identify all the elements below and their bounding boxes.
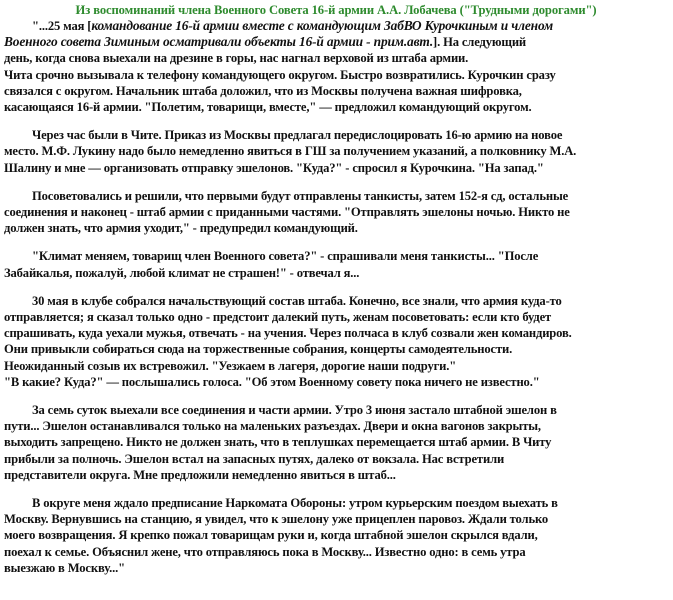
paragraph-line: соединения и наконец - штаб армии с приданными частями. "Отправлять эшелоны ночью. Никто не: [4, 205, 570, 220]
paragraph-line: "В какие? Куда?" — послышались голоса. "Об этом Военному совету пока ничего не известно.": [4, 374, 540, 389]
note-close: ]. На следующий: [433, 35, 527, 50]
paragraph-1-line-2: [4, 34, 668, 50]
paragraph-line: 30 мая в клубе собрался начальствующий состав штаба. Конечно, все знали, что армия куда-то: [32, 293, 562, 308]
paragraph-line: спрашивать, куда уехали мужья, отвечать - на учения. Через полчаса в клуб созвали жен командиров.: [4, 326, 572, 341]
paragraph-1: [4, 18, 668, 115]
paragraph-gap: [4, 176, 668, 188]
paragraph-line: представители округа. Мне предложили немедленно явиться в штаб...: [4, 467, 396, 482]
paragraph-gap: [4, 483, 668, 495]
paragraph-4: [4, 248, 668, 280]
paragraph-line: Посоветовались и решили, что первыми будут отправлены танкисты, затем 152-я сд, остальные: [32, 188, 569, 203]
paragraph-line: выходить запрещено. Никто не должен знать, что в теплушках перемещается штаб армии. В Читу: [4, 435, 552, 450]
paragraph-line: должен знать, что армия уходит," - предупредил командующий.: [4, 221, 358, 236]
paragraph-gap: [4, 390, 668, 402]
author-note: командование 16-й армии вместе с командующим ЗабВО Курочкиным и членом: [91, 18, 554, 33]
author-note-continued: Военного совета Зиминым осматривали объекты 16-й армии - прим.авт.: [4, 34, 434, 50]
paragraph-line: Москву. Вернувшись на станцию, я увидел, что к эшелону уже прицеплен паровоз. Ждали только: [4, 512, 549, 527]
paragraph-gap: [4, 115, 668, 127]
paragraph-line: Через час были в Чите. Приказ из Москвы предлагал передислоцировать 16-ю армию на новое: [32, 128, 563, 143]
paragraph-line: касающаяся 16-й армии. "Полетим, товарищи, вместе," — предложил командующий округом.: [4, 100, 532, 115]
paragraph-6: [4, 402, 668, 483]
quote-open: "...25 мая [: [32, 19, 92, 33]
paragraph-line: За семь суток выехали все соединения и части армии. Утро 3 июня застало штабной эшелон в: [32, 403, 557, 418]
paragraph-line: Неожиданный созыв их встревожил. "Уезжаем в лагеря, дорогие наши подруги.": [4, 358, 457, 373]
paragraph-1-line-1: [4, 18, 668, 34]
memoir-excerpt: [4, 2, 668, 576]
paragraph-line: пути... Эшелон останавливался только на маленьких разъездах. Двери и окна вагонов закрыты,: [4, 419, 541, 434]
excerpt-title: Из воспоминаний члена Военного Совета 16-й армии А.А. Лобачева ("Трудными дорогами"): [75, 3, 597, 17]
paragraph-line: Шалину и мне — организовать отправку эшелонов. "Куда?" - спросил я Курочкина. "На запад.": [4, 160, 544, 175]
paragraph-gap: [4, 236, 668, 248]
paragraph-line: выезжаю в Москву...": [4, 560, 125, 575]
paragraph-line: связался с округом. Начальник штаба доложил, что из Москвы получена важная шифровка,: [4, 83, 522, 98]
paragraph-line: отправляется; я сказал только одно - предстоит далекий путь, женам посоветовать: если кто будет: [4, 310, 552, 325]
paragraph-line: прибыли за полночь. Эшелон встал на запасных путях, далеко от вокзала. Нас встретили: [4, 451, 505, 466]
paragraph-2: [4, 127, 668, 176]
paragraph-gap: [4, 281, 668, 293]
paragraph-line: Они привыкли собираться сюда на торжественные собрания, концерты самодеятельности.: [4, 342, 513, 357]
paragraph-7: [4, 495, 668, 576]
paragraph-5: [4, 293, 668, 390]
paragraph-line: поехал к семье. Объяснил жене, что отправляюсь пока в Москву... Известно одно: в семь утра: [4, 544, 526, 559]
paragraph-line: Забайкалья, пожалуй, любой климат не страшен!" - отвечал я...: [4, 265, 360, 280]
paragraph-line: моего возвращения. Я крепко пожал товарищам руки и, когда штабной эшелон скрылся вдали,: [4, 528, 538, 543]
paragraph-line: Чита срочно вызывала к телефону командующего округом. Быстро возвратились. Курочкин сразу: [4, 67, 556, 82]
paragraph-line: "Климат меняем, товарищ член Военного совета?" - спрашивали меня танкисты... "После: [32, 249, 539, 264]
paragraph-line: день, когда снова выехали на дрезине в горы, нас нагнал верховой из штаба армии.: [4, 51, 469, 66]
paragraph-line: В округе меня ждало предписание Наркомата Обороны: утром курьерским поездом выехать в: [32, 496, 558, 511]
paragraph-line: место. М.Ф. Лукину надо было немедленно явиться в ГШ за получением указаний, а полковнику М.А.: [4, 144, 577, 159]
paragraph-3: [4, 188, 668, 237]
